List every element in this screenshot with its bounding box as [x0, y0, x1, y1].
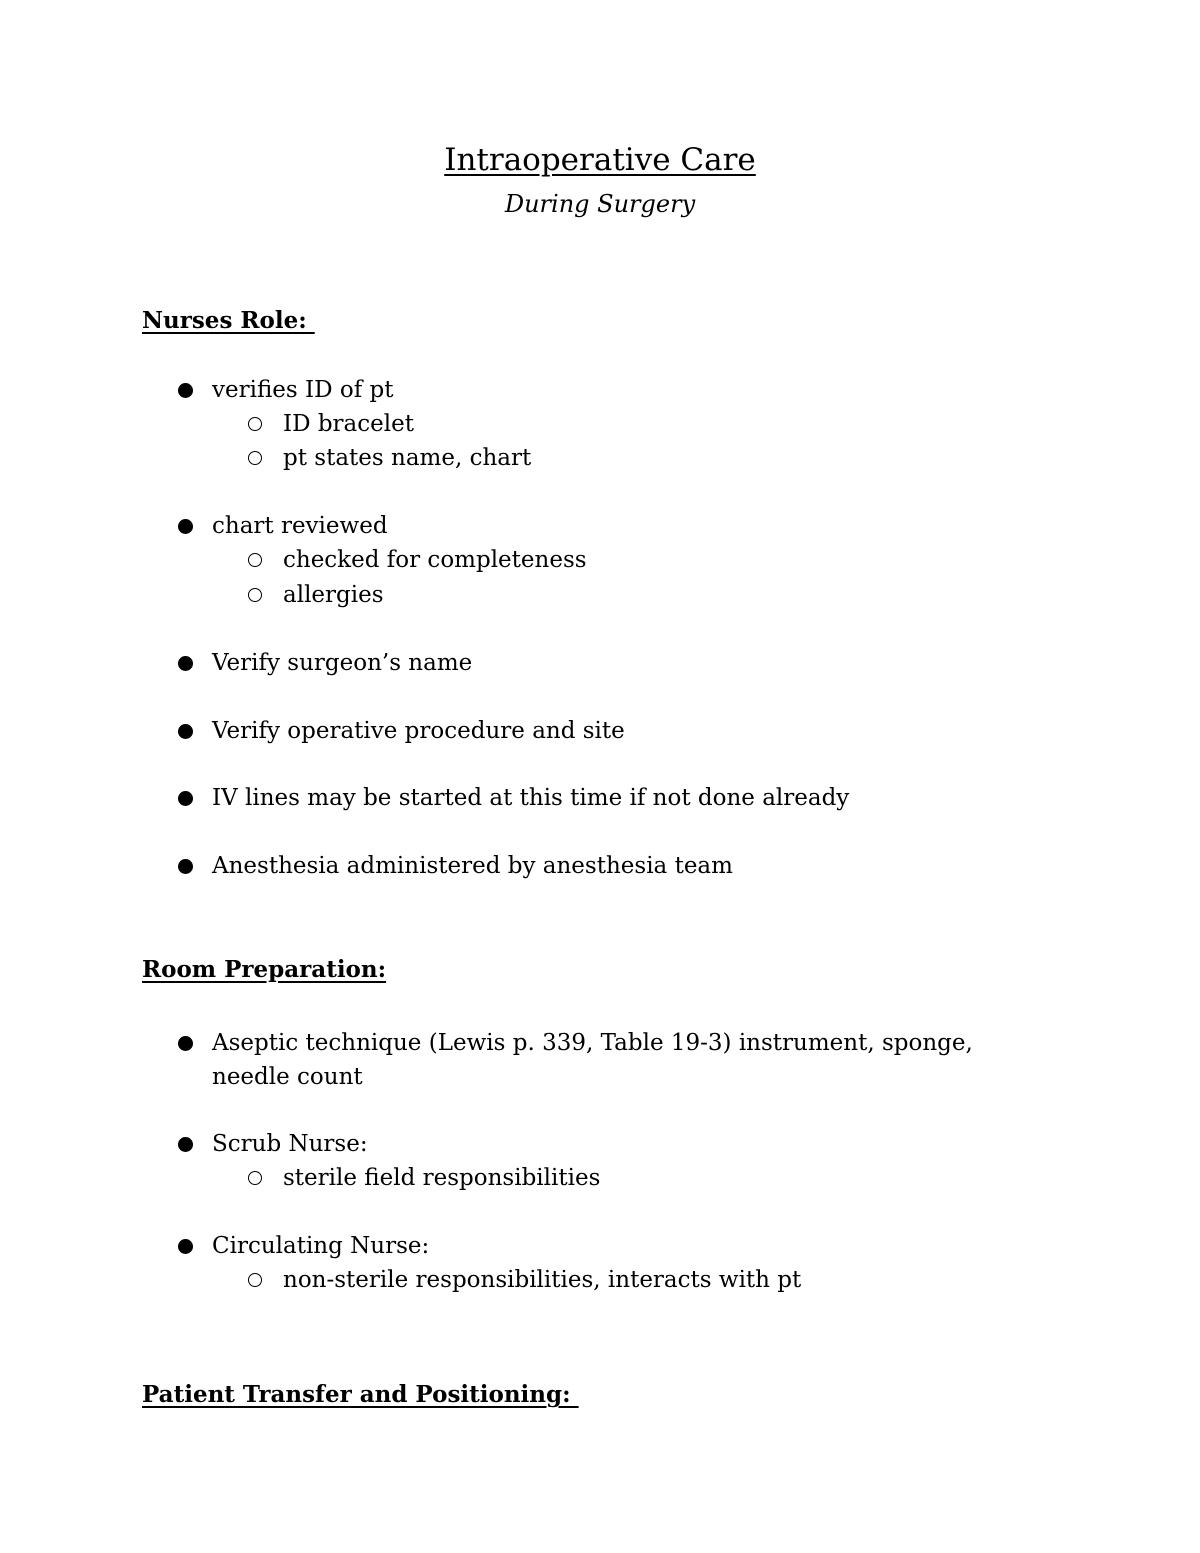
section-heading-patient-transfer: Patient Transfer and Positioning:: [142, 1381, 579, 1408]
list-item-text: chart reviewed: [212, 513, 388, 539]
bullet-circle-icon: [248, 417, 262, 431]
document-title: Intraoperative Care: [444, 142, 756, 178]
sub-list-item: [283, 543, 587, 577]
bullet-circle-icon: [248, 451, 262, 465]
list-item-text: Scrub Nurse:: [212, 1131, 368, 1157]
bullet-circle-icon: [248, 588, 262, 602]
sub-list-item: [283, 1161, 600, 1195]
bullet-disc-icon: [178, 724, 193, 739]
sub-list-item-text: pt states name, chart: [283, 445, 532, 471]
sub-list-item-text: sterile field responsibilities: [283, 1165, 601, 1191]
sub-list-item-text: allergies: [283, 582, 384, 608]
bullet-circle-icon: [248, 553, 262, 567]
bullet-disc-icon: [178, 1036, 193, 1051]
list-item-text: Verify surgeon’s name: [212, 650, 473, 676]
bullet-circle-icon: [248, 1273, 262, 1287]
list-item: [212, 509, 388, 543]
bullet-disc-icon: [178, 1137, 193, 1152]
list-item: [212, 646, 472, 680]
bullet-disc-icon: [178, 859, 193, 874]
bullet-disc-icon: [178, 656, 193, 671]
bullet-disc-icon: [178, 1239, 193, 1254]
list-item: [212, 1127, 368, 1161]
sub-list-item-text: ID bracelet: [283, 411, 414, 437]
list-item-text: needle count: [212, 1064, 363, 1090]
sub-list-item-text: checked for completeness: [283, 547, 587, 573]
list-item: [212, 1026, 973, 1060]
list-item-text: Anesthesia administered by anesthesia team: [212, 853, 733, 879]
list-item-text: verifies ID of pt: [212, 377, 394, 403]
sub-list-item: [283, 1263, 801, 1297]
bullet-disc-icon: [178, 383, 193, 398]
list-item: [212, 714, 625, 748]
sub-list-item: [283, 407, 414, 441]
sub-list-item: [283, 578, 384, 612]
list-item: [212, 373, 394, 407]
list-item-text: Verify operative procedure and site: [212, 718, 625, 744]
list-item-continuation: [212, 1060, 363, 1094]
list-item-text: Aseptic technique (Lewis p. 339, Table 19-3) instrument, sponge,: [212, 1030, 973, 1056]
list-item: [212, 1229, 429, 1263]
document-subtitle: During Surgery: [504, 190, 696, 218]
sub-list-item-text: non-sterile responsibilities, interacts with pt: [283, 1267, 802, 1293]
section-heading-nurses-role: Nurses Role:: [142, 307, 315, 334]
section-heading-room-preparation: Room Preparation:: [142, 956, 387, 983]
sub-list-item: [283, 441, 531, 475]
bullet-circle-icon: [248, 1171, 262, 1185]
bullet-disc-icon: [178, 791, 193, 806]
list-item: [212, 781, 849, 815]
list-item-text: IV lines may be started at this time if not done already: [212, 785, 850, 811]
bullet-disc-icon: [178, 519, 193, 534]
list-item-text: Circulating Nurse:: [212, 1233, 430, 1259]
list-item: [212, 849, 733, 883]
